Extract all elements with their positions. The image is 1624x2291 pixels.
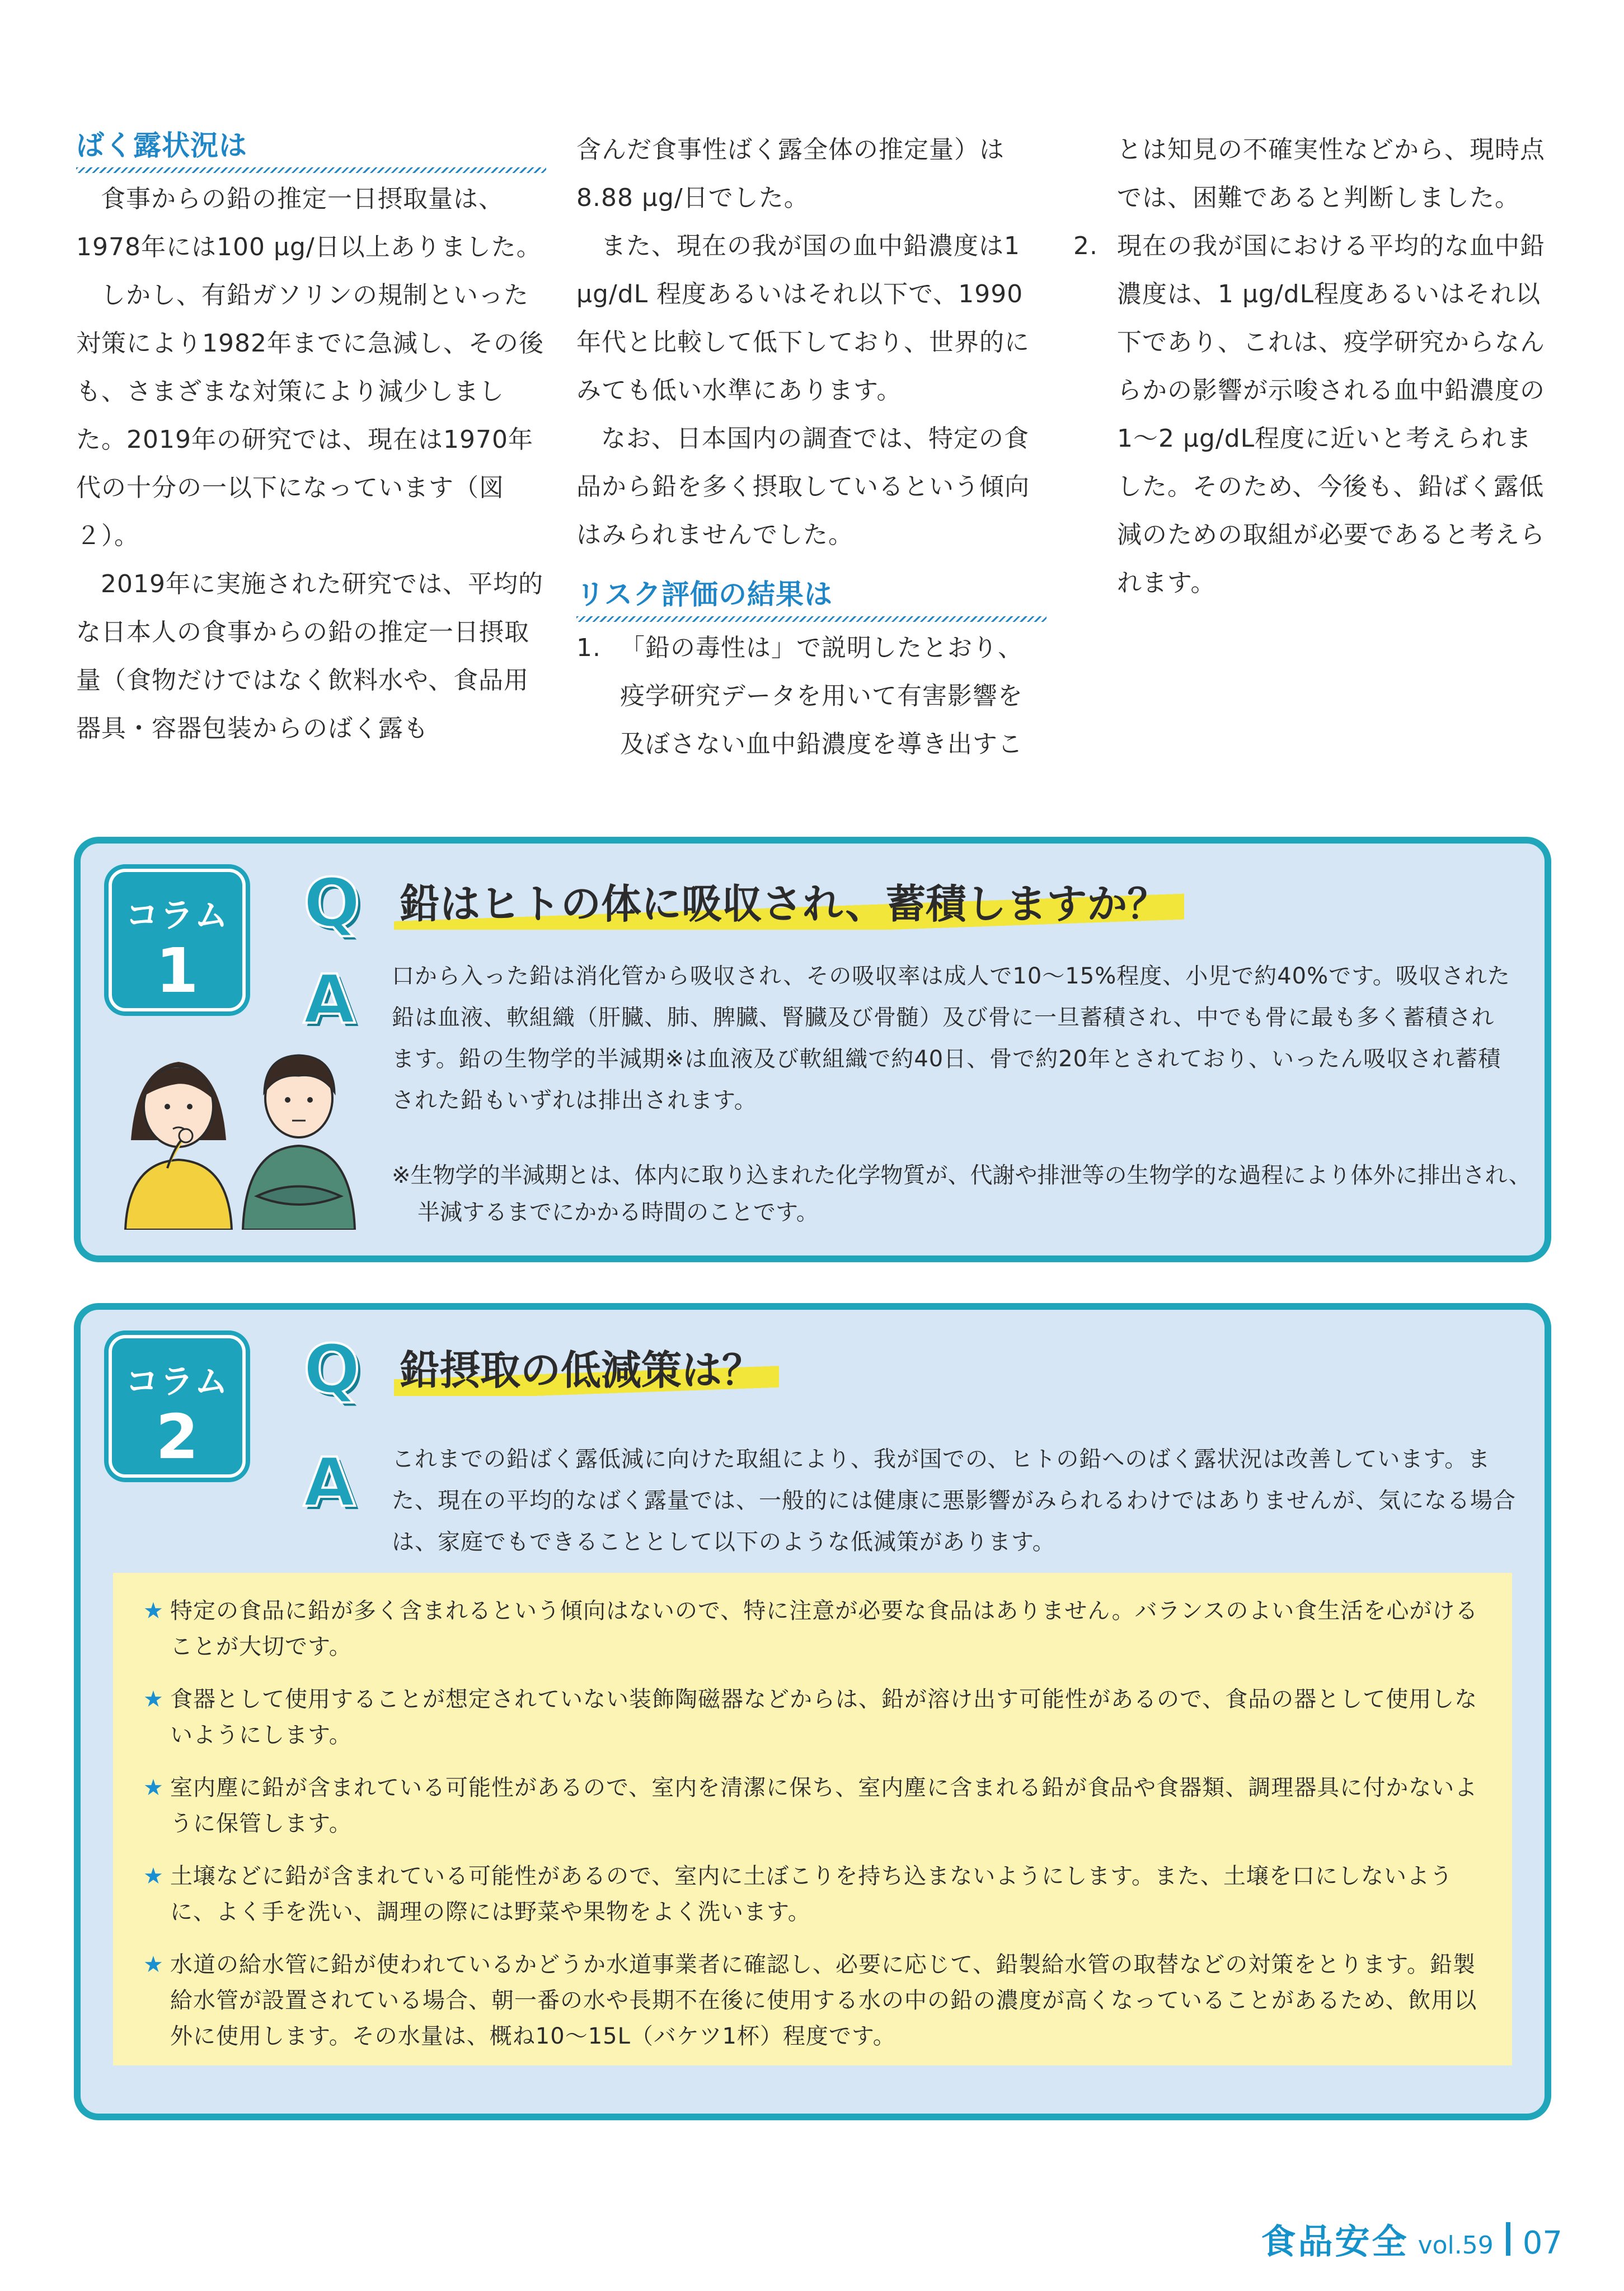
tip-item (143, 1858, 1479, 1930)
tip-item (143, 1681, 1479, 1753)
page-number: 07 (1522, 2225, 1562, 2261)
answer-text: これまでの鉛ばく露低減に向けた取組により、我が国での、ヒトの鉛へのばく露状況は改善しています。また、現在の平均的なばく露量では、一般的には健康に悪影響がみられるわけではありませんが、気になる場合は、家庭でもできることとして以下のような低減策があります。 (392, 1446, 1516, 1555)
volume-number: vol.59 (1418, 2231, 1494, 2260)
paragraph: 食事からの鉛の推定一日摂取量は、1978年には100 μg/日以上ありました。 (76, 185, 542, 261)
star-icon: ★ (143, 1598, 164, 1624)
column-box-2 (74, 1303, 1551, 2120)
footer-divider (1506, 2222, 1510, 2256)
badge-label: コラム (125, 896, 229, 935)
numbered-item-1 (576, 624, 1046, 769)
star-icon: ★ (143, 1952, 164, 1978)
woman-thinking-illustration (125, 1062, 232, 1230)
column-badge-1 (109, 869, 246, 1011)
badge-number: 2 (156, 1401, 199, 1473)
item-number: 2. (1073, 232, 1098, 260)
item-text: 現在の我が国における平均的な血中鉛濃度は、1 μg/dL程度あるいはそれ以下であり、これは、疫学研究からなんらかの影響が示唆される血中鉛濃度の1〜2 μg/dL程度に近いと考えられました。そのため、今後も、鉛ばく露低減のための取組が必要であると考えられます。 (1117, 232, 1545, 597)
star-icon: ★ (143, 1863, 164, 1889)
star-icon: ★ (143, 1686, 164, 1712)
section-heading-exposure: ばく露状況は (76, 126, 546, 173)
tip-text: 食器として使用することが想定されていない装飾陶磁器などからは、鉛が溶け出す可能性があるので、食品の器として使用しないようにします。 (170, 1686, 1478, 1748)
paragraph: 2019年に実施された研究では、平均的な日本人の食事からの鉛の推定一日摂取量（食物だけではなく飲料水や、食品用器具・容器包装からのばく露も (76, 570, 543, 743)
paragraph: しかし、有鉛ガソリンの規制といった対策により1982年までに急減し、その後も、さまざまな対策により減少しました。2019年の研究では、現在は1970年代の十分の一以下になっています（図２）。 (76, 281, 544, 550)
reduction-tips-box (113, 1573, 1512, 2065)
paragraph: なお、日本国内の調査では、特定の食品から鉛を多く摂取しているという傾向はみられませんでした。 (576, 424, 1030, 549)
page-footer (1261, 2214, 1562, 2264)
q-icon: Q (303, 865, 361, 943)
section-heading-risk-assessment: リスク評価の結果は (576, 575, 1046, 622)
column-badge-2 (109, 1335, 246, 1478)
a-icon: A (303, 1444, 355, 1522)
people-illustration (114, 1028, 360, 1230)
tip-text: 水道の給水管に鉛が使われているかどうか水道事業者に確認し、必要に応じて、鉛製給水管の取替などの対策をとります。鉛製給水管が設置されている場合、朝一番の水や長期不在後に使用する水の中の鉛の濃度が高くなっていることがあるため、飲用以外に使用します。その水量は、概ね10〜15L（バケツ1杯）程度です。 (170, 1952, 1477, 2049)
paragraph: また、現在の我が国の血中鉛濃度は1 μg/dL 程度あるいはそれ以下で、1990年代と比較して低下しており、世界的にみても低い水準にあります。 (576, 232, 1030, 405)
tip-text: 室内塵に鉛が含まれている可能性があるので、室内を清潔に保ち、室内塵に含まれる鉛が食品や食器類、調理器具に付かないように保管します。 (170, 1775, 1478, 1836)
star-icon: ★ (143, 1775, 164, 1801)
badge-label: コラム (125, 1362, 229, 1402)
tip-item (143, 1947, 1479, 2054)
column-box-1 (74, 837, 1551, 1262)
q-icon: Q (303, 1331, 361, 1409)
item-number: 1. (576, 634, 601, 662)
tip-text: 土壌などに鉛が含まれている可能性があるので、室内に土ぼこりを持ち込まないようにします。また、土壌を口にしないように、よく手を洗い、調理の際には野菜や果物をよく洗います。 (170, 1863, 1453, 1925)
question-title: 鉛摂取の低減策は？ (394, 1338, 779, 1396)
text-column-3 (1073, 126, 1549, 607)
a-icon: A (303, 961, 355, 1039)
question-title: 鉛はヒトの体に吸収され、蓄積しますか？ (394, 872, 1184, 930)
footnote: ※生物学的半減期とは、体内に取り込まれた化学物質が、代謝や排泄等の生物学的な過程により体外に排出され、半減するまでにかかる時間のことです。 (392, 1163, 1531, 1225)
text-column-2 (576, 126, 1046, 769)
numbered-item-2 (1073, 222, 1549, 607)
magazine-title: 食品安全 (1261, 2221, 1409, 2262)
tip-item (143, 1770, 1479, 1842)
badge-number: 1 (156, 935, 199, 1006)
item-text: 「鉛の毒性は」で説明したとおり、疫学研究データを用いて有害影響を及ぼさない血中鉛濃度を導き出すこ (620, 634, 1023, 758)
tip-text: 特定の食品に鉛が多く含まれるという傾向はないので、特に注意が必要な食品はありません。バランスのよい食生活を心がけることが大切です。 (170, 1598, 1479, 1660)
paragraph-continued: 含んだ食事性ばく露全体の推定量）は8.88 μg/日でした。 (576, 135, 1005, 212)
text-column-1 (76, 126, 546, 753)
man-arms-crossed-illustration (243, 1055, 355, 1230)
answer-text: 口から入った鉛は消化管から吸収され、その吸収率は成人で10〜15%程度、小児で約40%です。吸収された鉛は血液、軟組織（肝臓、肺、脾臓、腎臓及び骨髄）及び骨に一旦蓄積され、中でも骨に最も多く蓄積されます。鉛の生物学的半減期※は血液及び軟組織で約40日、骨で約20年とされており、いったん吸収され蓄積された鉛もいずれは排出されます。 (392, 963, 1510, 1113)
tip-item (143, 1593, 1479, 1665)
numbered-item-1-continued (1073, 126, 1549, 222)
item-text: とは知見の不確実性などから、現時点では、困難であると判断しました。 (1117, 135, 1545, 212)
